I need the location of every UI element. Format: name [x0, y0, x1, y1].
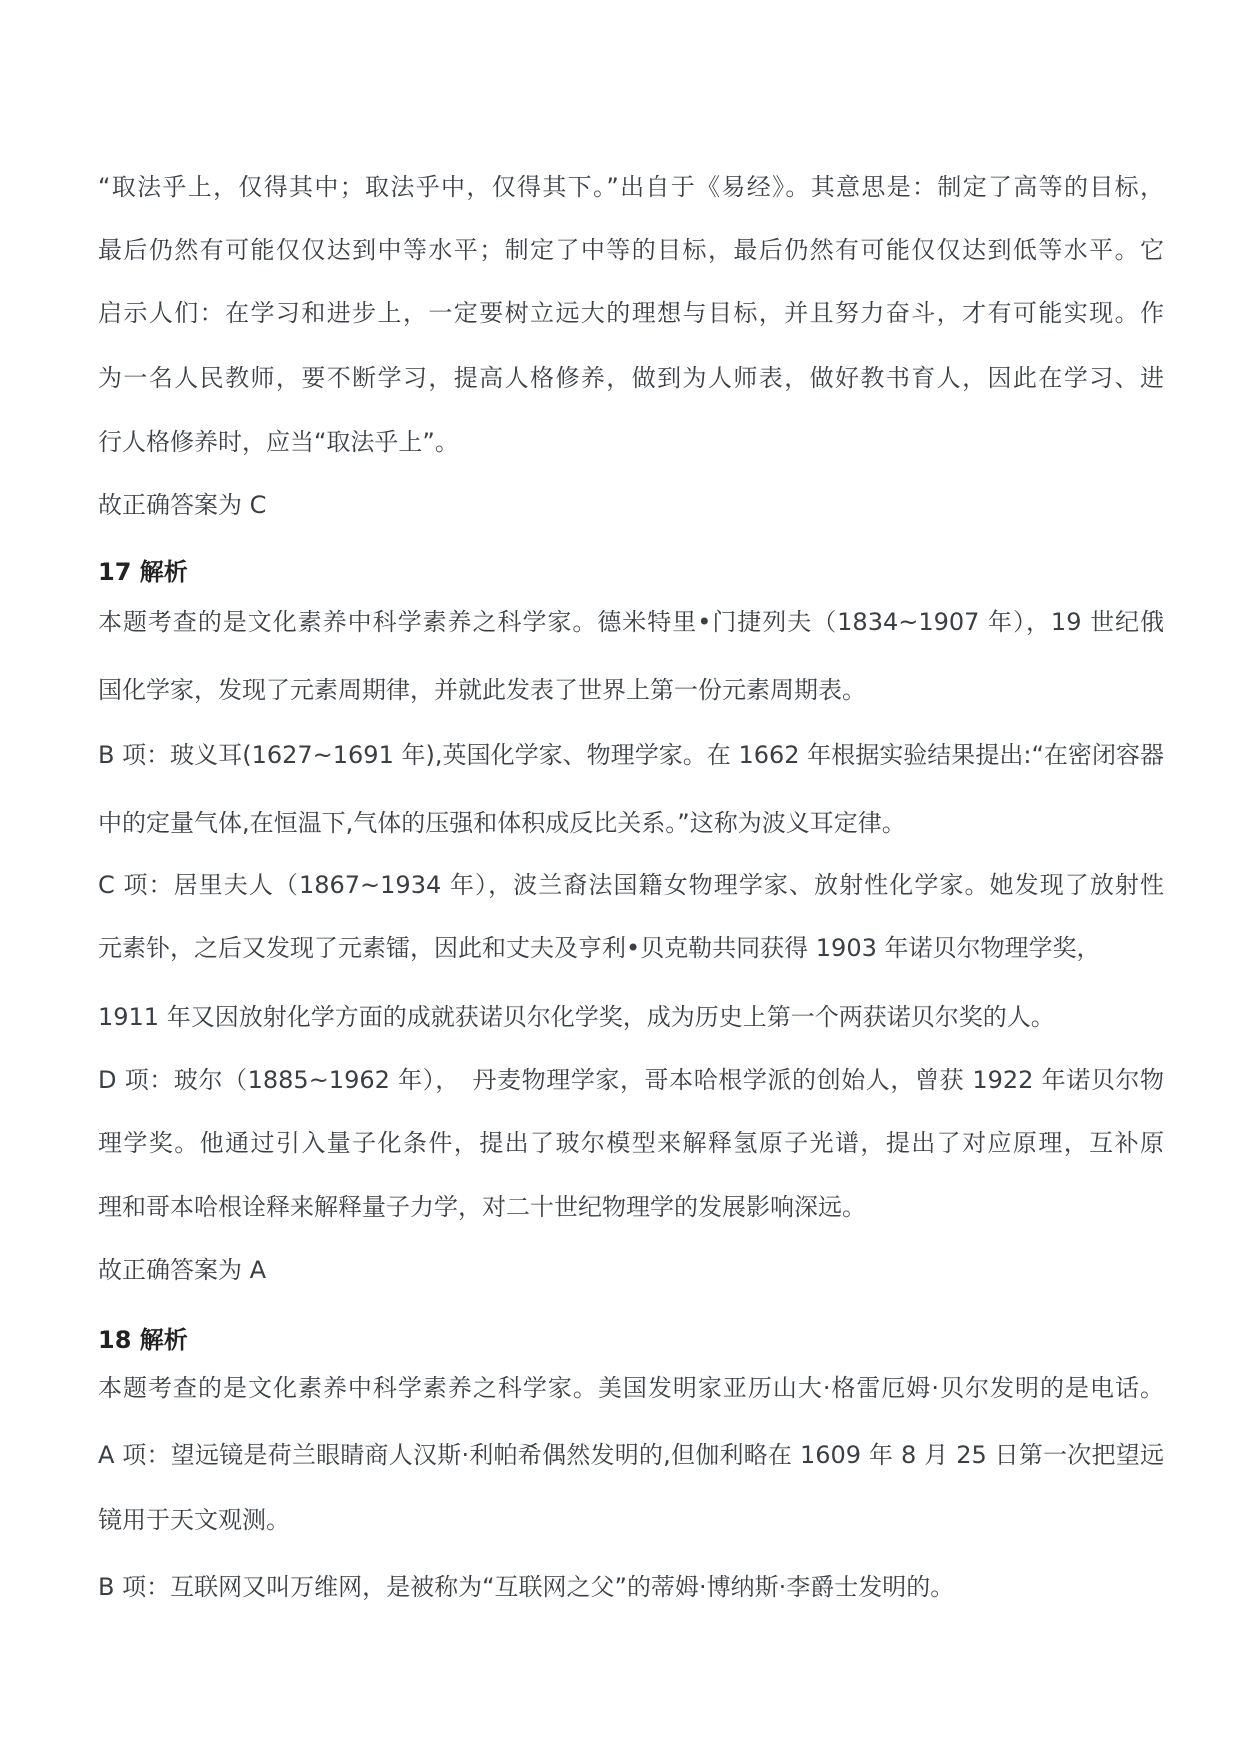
answer-line: 故正确答案为 A [98, 1256, 267, 1284]
paragraph-line: 启示人们：在学习和进步上，一定要树立远大的理想与目标，并且努力奋斗，才有可能实现。作 [98, 299, 1164, 327]
paragraph-line: 镜用于天文观测。 [98, 1506, 290, 1534]
paragraph-line: B 项：互联网又叫万维网，是被称为“互联网之父”的蒂姆·博纳斯·李爵士发明的。 [98, 1573, 955, 1601]
paragraph-line: 国化学家，发现了元素周期律，并就此发表了世界上第一份元素周期表。 [98, 676, 866, 704]
paragraph-line: D 项：玻尔（1885~1962 年）， 丹麦物理学家，哥本哈根学派的创始人，曾获 1922 年诺贝尔物 [98, 1066, 1164, 1094]
paragraph-line: A 项：望远镜是荷兰眼睛商人汉斯·利帕希偶然发明的,但伽利略在 1609 年 8 月 25 日第一次把望远 [98, 1441, 1164, 1469]
paragraph-line: 理和哥本哈根诠释来解释量子力学，对二十世纪物理学的发展影响深远。 [98, 1193, 866, 1221]
section-heading: 17 解析 [98, 558, 188, 586]
section-heading: 18 解析 [98, 1326, 188, 1354]
paragraph-line: 中的定量气体,在恒温下,气体的压强和体积成反比关系。”这称为波义耳定律。 [98, 809, 906, 837]
paragraph-line: 理学奖。他通过引入量子化条件，提出了玻尔模型来解释氢原子光谱，提出了对应原理，互补原 [98, 1129, 1164, 1157]
paragraph-line: B 项：玻义耳(1627~1691 年),英国化学家、物理学家。在 1662 年根据实验结果提出:“在密闭容器 [98, 741, 1164, 769]
paragraph-line: “取法乎上，仅得其中；取法乎中，仅得其下。”出自于《易经》。其意思是：制定了高等的目标， [98, 173, 1164, 201]
answer-line: 故正确答案为 C [98, 491, 267, 519]
paragraph-line: 为一名人民教师，要不断学习，提高人格修养，做到为人师表，做好教书育人，因此在学习、进 [98, 364, 1164, 392]
paragraph-line: 本题考查的是文化素养中科学素养之科学家。德米特里•门捷列夫（1834~1907 年），19 世纪俄 [98, 608, 1164, 636]
paragraph-line: 行人格修养时，应当“取法乎上”。 [98, 428, 459, 456]
paragraph-line: 最后仍然有可能仅仅达到中等水平；制定了中等的目标，最后仍然有可能仅仅达到低等水平。它 [98, 236, 1164, 264]
paragraph-line: C 项：居里夫人（1867~1934 年），波兰裔法国籍女物理学家、放射性化学家。她发现了放射性 [98, 871, 1164, 899]
paragraph-line: 1911 年又因放射化学方面的成就获诺贝尔化学奖，成为历史上第一个两获诺贝尔奖的人。 [98, 1003, 1055, 1031]
paragraph-line: 元素钋，之后又发现了元素镭，因此和丈夫及亨利•贝克勒共同获得 1903 年诺贝尔物理学奖， [98, 934, 1101, 962]
paragraph-line: 本题考查的是文化素养中科学素养之科学家。美国发明家亚历山大·格雷厄姆·贝尔发明的是电话。 [98, 1374, 1164, 1402]
